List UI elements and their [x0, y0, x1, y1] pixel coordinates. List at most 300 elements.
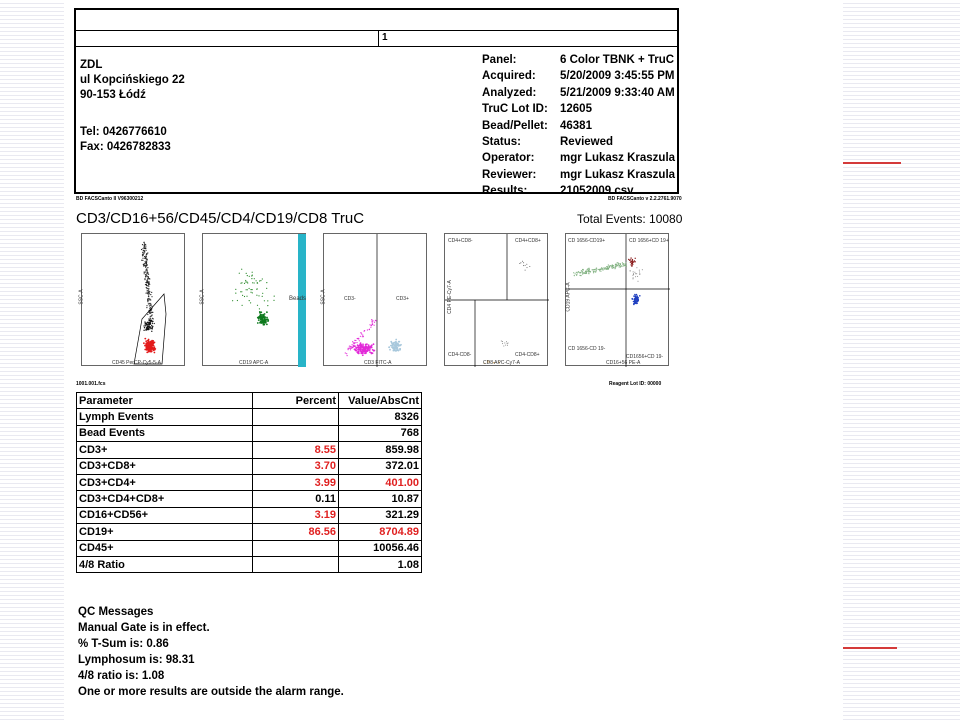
event-dot — [263, 324, 265, 326]
dot-cloud — [573, 257, 643, 305]
event-dot — [355, 350, 357, 352]
event-dot — [144, 338, 146, 340]
event-dot — [246, 281, 247, 282]
event-dot — [632, 259, 633, 260]
event-dot — [249, 288, 250, 289]
event-dot — [625, 264, 626, 265]
meta-value: mgr Lukasz Kraszula — [560, 168, 676, 181]
cell-percent — [253, 425, 339, 441]
event-dot — [239, 273, 240, 274]
quadrant-label-left: CD3- — [344, 296, 356, 302]
event-dot — [148, 342, 150, 344]
lab-tel: Tel: 0426776610 — [80, 126, 167, 138]
event-dot — [348, 349, 349, 350]
event-dot — [399, 345, 401, 347]
quadrant-label-right: CD3+ — [396, 296, 409, 302]
event-dot — [371, 353, 373, 355]
event-dot — [369, 329, 370, 330]
cell-parameter: Lymph Events — [77, 409, 253, 425]
event-dot — [145, 325, 146, 326]
event-dot — [636, 267, 637, 268]
event-dot — [352, 341, 353, 342]
event-dot — [600, 269, 601, 270]
event-dot — [390, 345, 392, 347]
event-dot — [267, 305, 268, 306]
right-decorative-stripes — [843, 0, 960, 720]
event-dot — [586, 271, 587, 272]
event-dot — [609, 266, 610, 267]
event-dot — [144, 273, 145, 274]
event-dot — [152, 312, 153, 313]
event-dot — [351, 346, 352, 347]
flow-cytometry-report — [64, 0, 843, 720]
event-dot — [395, 346, 397, 348]
header-parameter: Parameter — [77, 393, 253, 409]
event-dot — [361, 333, 362, 334]
dot-plot-cd45-ssc — [78, 233, 185, 366]
event-dot — [573, 272, 574, 273]
event-dot — [144, 321, 145, 322]
event-dot — [614, 267, 615, 268]
event-dot — [259, 280, 260, 281]
event-dot — [150, 294, 151, 295]
dot-cloud — [232, 269, 275, 326]
event-dot — [593, 271, 594, 272]
event-dot — [151, 306, 152, 307]
event-dot — [635, 276, 636, 277]
cell-value: 401.00 — [339, 474, 422, 490]
event-dot — [637, 276, 638, 277]
quadrant-label: CD4-CD8- — [448, 352, 472, 358]
event-dot — [260, 280, 261, 281]
cell-parameter: 4/8 Ratio — [77, 556, 253, 572]
meta-key: Panel: — [482, 54, 517, 66]
event-dot — [360, 344, 362, 346]
event-dot — [154, 349, 156, 351]
event-dot — [147, 322, 148, 323]
event-dot — [149, 308, 150, 309]
left-decorative-stripes — [0, 0, 64, 720]
event-dot — [364, 331, 365, 332]
event-dot — [144, 345, 146, 347]
event-dot — [144, 323, 145, 324]
plot-svg — [445, 234, 549, 367]
header-value: Value/AbsCnt — [339, 393, 422, 409]
x-axis-label: CD45 PerCP-Cy5-5-A — [112, 360, 161, 366]
event-dot — [365, 348, 367, 350]
dot-cloud — [141, 242, 156, 354]
quadrant-label: CD4+CD8- — [448, 238, 473, 244]
event-dot — [580, 275, 581, 276]
event-dot — [369, 324, 370, 325]
event-dot — [633, 278, 634, 279]
event-dot — [352, 344, 353, 345]
event-dot — [362, 354, 364, 356]
event-dot — [574, 275, 575, 276]
event-dot — [367, 329, 368, 330]
header-percent: Percent — [253, 393, 339, 409]
event-dot — [607, 268, 608, 269]
event-dot — [150, 299, 151, 300]
y-axis-label: CD19 APC-A — [565, 282, 572, 312]
event-dot — [146, 347, 148, 349]
event-dot — [367, 347, 369, 349]
event-dot — [150, 312, 151, 313]
event-dot — [147, 270, 148, 271]
event-dot — [266, 317, 268, 319]
event-dot — [636, 294, 638, 296]
event-dot — [359, 347, 361, 349]
page-number: 1 — [382, 32, 388, 43]
event-dot — [146, 352, 148, 354]
event-dot — [365, 345, 367, 347]
event-dot — [349, 346, 350, 347]
event-dot — [266, 324, 268, 326]
cell-parameter: CD3+CD4+CD8+ — [77, 491, 253, 507]
event-dot — [149, 320, 150, 321]
event-dot — [149, 299, 150, 300]
cell-percent: 3.70 — [253, 458, 339, 474]
event-dot — [589, 269, 590, 270]
event-dot — [262, 322, 264, 324]
event-dot — [582, 271, 583, 272]
plot-svg — [82, 234, 186, 367]
event-dot — [151, 296, 152, 297]
event-dot — [250, 289, 251, 290]
event-dot — [393, 350, 395, 352]
event-dot — [143, 330, 144, 331]
quadrant-label: CD4+CD8+ — [515, 238, 541, 244]
event-dot — [149, 346, 151, 348]
event-dot — [147, 326, 148, 327]
instrument-id: BD FACSCanto II V96300212 — [76, 196, 144, 202]
event-dot — [260, 311, 262, 313]
dot-cloud — [345, 319, 402, 356]
event-dot — [147, 267, 148, 268]
event-dot — [235, 293, 236, 294]
event-dot — [393, 343, 395, 345]
event-dot — [249, 276, 250, 277]
event-dot — [152, 318, 153, 319]
table-row — [77, 474, 422, 490]
event-dot — [632, 264, 633, 265]
event-dot — [626, 266, 627, 267]
table-row — [77, 556, 422, 572]
event-dot — [148, 298, 149, 299]
event-dot — [142, 260, 143, 261]
event-dot — [147, 290, 148, 291]
event-dot — [596, 268, 597, 269]
event-dot — [152, 328, 153, 329]
meta-value: mgr Lukasz Kraszula — [560, 152, 676, 165]
cell-value: 8326 — [339, 409, 422, 425]
event-dot — [143, 247, 144, 248]
event-dot — [508, 343, 509, 344]
meta-value: 21052009.csv — [560, 185, 634, 198]
event-dot — [148, 283, 149, 284]
total-events: Total Events: 10080 — [577, 212, 683, 226]
event-dot — [578, 272, 579, 273]
event-dot — [256, 280, 257, 281]
event-dot — [147, 340, 149, 342]
lab-name: ZDL — [80, 59, 103, 71]
event-dot — [145, 262, 146, 263]
event-dot — [263, 320, 265, 322]
event-dot — [145, 246, 146, 247]
event-dot — [399, 349, 401, 351]
event-dot — [247, 282, 248, 283]
event-dot — [154, 323, 155, 324]
cell-value: 768 — [339, 425, 422, 441]
meta-key: Operator: — [482, 152, 535, 165]
event-dot — [634, 272, 635, 273]
event-dot — [258, 295, 259, 296]
lab-fax: Fax: 0426782833 — [80, 141, 171, 153]
lab-address — [80, 58, 185, 155]
event-dot — [525, 270, 526, 271]
event-dot — [146, 305, 147, 306]
event-dot — [502, 343, 503, 344]
event-dot — [240, 283, 241, 284]
event-dot — [148, 288, 149, 289]
event-dot — [576, 275, 577, 276]
event-dot — [520, 262, 521, 263]
event-dot — [143, 265, 144, 266]
event-dot — [507, 343, 508, 344]
event-dot — [147, 252, 148, 253]
cell-percent: 86.56 — [253, 524, 339, 540]
event-dot — [151, 345, 153, 347]
event-dot — [145, 271, 146, 272]
cell-percent: 8.55 — [253, 442, 339, 458]
event-dot — [373, 343, 375, 345]
event-dot — [633, 295, 635, 297]
event-dot — [525, 265, 526, 266]
event-dot — [585, 273, 586, 274]
event-dot — [245, 281, 246, 282]
event-dot — [622, 262, 623, 263]
event-dot — [273, 300, 274, 301]
event-dot — [596, 270, 597, 271]
event-dot — [252, 282, 253, 283]
event-dot — [374, 325, 375, 326]
event-dot — [143, 264, 144, 265]
event-dot — [146, 254, 147, 255]
event-dot — [150, 316, 151, 317]
event-dot — [149, 305, 150, 306]
event-dot — [150, 319, 151, 320]
event-dot — [601, 267, 602, 268]
event-dot — [150, 341, 152, 343]
event-dot — [144, 278, 145, 279]
y-axis-label: CD4 PE-Cy7-A — [446, 280, 453, 314]
event-dot — [145, 265, 146, 266]
event-dot — [362, 343, 364, 345]
event-dot — [149, 281, 150, 282]
event-dot — [394, 350, 396, 352]
event-dot — [529, 266, 530, 267]
event-dot — [144, 272, 145, 273]
panel-title: CD3/CD16+56/CD45/CD4/CD19/CD8 TruC — [76, 210, 365, 227]
event-dot — [587, 268, 588, 269]
event-dot — [639, 273, 640, 274]
event-dot — [526, 264, 527, 265]
event-dot — [348, 348, 349, 349]
event-dot — [254, 278, 255, 279]
event-dot — [593, 272, 594, 273]
event-dot — [361, 345, 363, 347]
event-dot — [146, 307, 147, 308]
event-dot — [154, 352, 156, 354]
event-dot — [388, 346, 390, 348]
event-dot — [371, 319, 372, 320]
cell-percent: 0.11 — [253, 491, 339, 507]
event-dot — [582, 270, 583, 271]
event-dot — [146, 269, 147, 270]
event-dot — [611, 266, 612, 267]
event-dot — [266, 311, 268, 313]
red-accent-line-1 — [843, 162, 901, 164]
event-dot — [353, 345, 354, 346]
event-dot — [365, 352, 367, 354]
meta-key: Reviewer: — [482, 168, 537, 181]
event-dot — [638, 281, 639, 282]
event-dot — [147, 293, 148, 294]
event-dot — [152, 321, 153, 322]
event-dot — [631, 263, 632, 264]
cell-parameter: CD3+CD8+ — [77, 458, 253, 474]
event-dot — [612, 264, 613, 265]
qc-line: % T-Sum is: 0.86 — [78, 638, 169, 650]
cell-parameter: CD3+ — [77, 442, 253, 458]
event-dot — [350, 349, 351, 350]
event-dot — [374, 322, 375, 323]
event-dot — [261, 314, 263, 316]
gate-label: Beads — [289, 296, 307, 302]
event-dot — [152, 323, 153, 324]
event-dot — [232, 300, 233, 301]
event-dot — [615, 264, 616, 265]
event-dot — [354, 340, 355, 341]
event-dot — [523, 262, 524, 263]
event-dot — [251, 275, 252, 276]
event-dot — [147, 280, 148, 281]
event-dot — [237, 300, 238, 301]
meta-key: Results: — [482, 185, 528, 198]
event-dot — [636, 273, 637, 274]
qc-line: Lymphosum is: 98.31 — [78, 654, 195, 666]
cell-percent: 3.99 — [253, 474, 339, 490]
quadrant-label: CD 1656-CD 19- — [568, 346, 606, 352]
event-dot — [370, 347, 372, 349]
event-dot — [623, 265, 624, 266]
event-dot — [257, 322, 259, 324]
event-dot — [146, 250, 147, 251]
event-dot — [623, 263, 624, 264]
event-dot — [396, 342, 398, 344]
qc-title: QC Messages — [78, 606, 154, 618]
event-dot — [151, 340, 153, 342]
cell-percent — [253, 540, 339, 556]
event-dot — [601, 269, 602, 270]
event-dot — [581, 270, 582, 271]
event-dot — [242, 295, 243, 296]
fcs-filename: 1001.001.fcs — [76, 381, 106, 387]
event-dot — [256, 295, 257, 296]
event-dot — [143, 252, 144, 253]
event-dot — [262, 296, 263, 297]
event-dot — [398, 341, 400, 343]
event-dot — [389, 349, 391, 351]
meta-key: TruC Lot ID: — [482, 103, 548, 116]
event-dot — [252, 292, 253, 293]
event-dot — [637, 298, 639, 300]
event-dot — [246, 296, 247, 297]
event-dot — [146, 349, 148, 351]
event-dot — [150, 326, 151, 327]
event-dot — [372, 320, 373, 321]
event-dot — [148, 349, 150, 351]
event-dot — [630, 270, 631, 271]
event-dot — [257, 282, 258, 283]
event-dot — [636, 295, 638, 297]
cell-parameter: CD45+ — [77, 540, 253, 556]
event-dot — [150, 307, 151, 308]
event-dot — [598, 269, 599, 270]
event-dot — [242, 305, 243, 306]
event-dot — [141, 260, 142, 261]
event-dot — [143, 342, 145, 344]
event-dot — [247, 289, 248, 290]
event-dot — [345, 352, 346, 353]
event-dot — [148, 289, 149, 290]
meta-key: Status: — [482, 136, 521, 149]
red-accent-line-2 — [843, 647, 897, 649]
event-dot — [257, 288, 258, 289]
cell-value: 10056.46 — [339, 540, 422, 556]
event-dot — [351, 348, 352, 349]
event-dot — [147, 299, 148, 300]
event-dot — [145, 284, 146, 285]
meta-value: 6 Color TBNK + TruC — [560, 54, 675, 66]
x-axis-label: CD3 FITC-A — [364, 360, 392, 366]
event-dot — [606, 266, 607, 267]
event-dot — [148, 303, 149, 304]
table-row — [77, 425, 422, 441]
event-dot — [633, 271, 634, 272]
event-dot — [503, 346, 504, 347]
event-dot — [367, 349, 369, 351]
event-dot — [635, 258, 636, 259]
event-dot — [639, 295, 641, 297]
event-dot — [619, 265, 620, 266]
meta-key: Acquired: — [482, 70, 536, 83]
cell-parameter: Bead Events — [77, 425, 253, 441]
event-dot — [149, 293, 150, 294]
event-dot — [240, 291, 241, 292]
event-dot — [618, 263, 619, 264]
table-row — [77, 409, 422, 425]
event-dot — [507, 345, 508, 346]
event-dot — [145, 282, 146, 283]
y-axis-label: SSC-A — [199, 289, 206, 305]
event-dot — [235, 289, 236, 290]
event-dot — [142, 258, 143, 259]
cell-value: 10.87 — [339, 491, 422, 507]
event-dot — [258, 319, 260, 321]
event-dot — [394, 348, 396, 350]
cell-percent: 3.19 — [253, 507, 339, 523]
